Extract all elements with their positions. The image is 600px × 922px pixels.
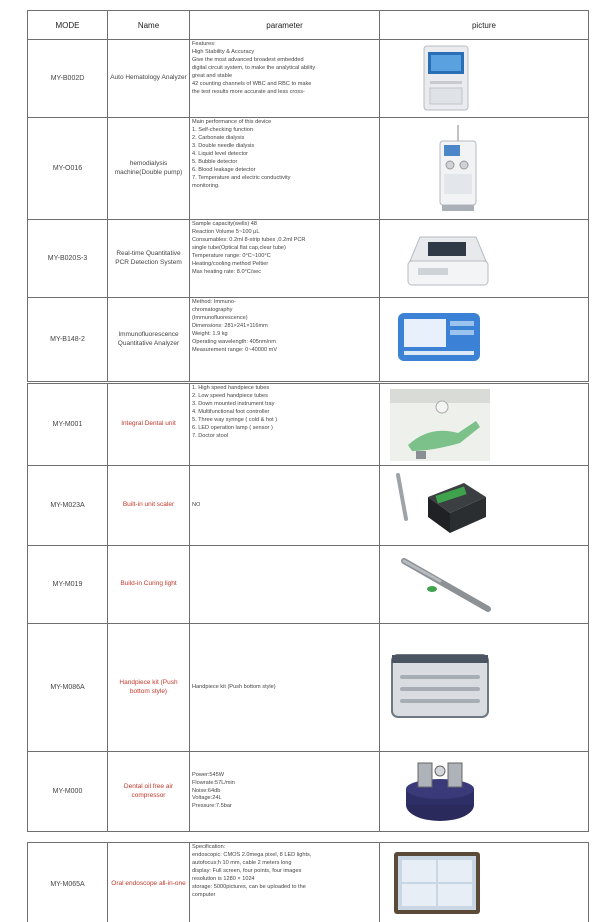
table-row	[28, 220, 589, 298]
param-line: storage: 5000pictures, can be uploaded to the	[192, 883, 306, 890]
param-line: 42 counting channels of WBC and RBC to make	[192, 80, 312, 87]
parameter-cell	[190, 298, 380, 382]
param-line: 7. Doctor stool	[192, 432, 229, 439]
param-line: great and stable	[192, 72, 233, 79]
param-line: Noise:64db	[192, 787, 221, 794]
air-compressor-image	[380, 753, 589, 831]
dental-equipment-table	[27, 383, 589, 832]
param-line: 1. Self-checking function	[192, 126, 253, 133]
name-cell: Dental oil free air compressor	[108, 752, 190, 832]
name-cell: Built-in unit scaler	[108, 466, 190, 546]
picture-cell	[380, 384, 589, 466]
curing-light-image	[380, 547, 589, 623]
param-line: chromatography	[192, 306, 233, 313]
param-line: Give the most advanced broadest embedded	[192, 56, 304, 63]
model-cell: MY-B002D	[28, 40, 108, 118]
header-row	[28, 11, 589, 40]
picture-cell	[380, 118, 589, 220]
name-cell: Immunofluorescence Quantitative Analyzer	[108, 298, 190, 382]
parameter-cell	[190, 118, 380, 220]
hematology-analyzer-image	[380, 41, 589, 117]
parameter-cell	[190, 624, 380, 752]
param-line: resolution is 1280 × 1024	[192, 875, 255, 882]
header-name: Name	[108, 11, 190, 40]
param-line: 1. High speed handpiece tubes	[192, 385, 270, 391]
parameter-cell	[190, 752, 380, 832]
endoscope-table	[27, 842, 589, 922]
param-line: Features:	[192, 41, 216, 47]
table-row	[28, 466, 589, 546]
param-line: Flowrate:57L/min	[192, 779, 235, 786]
name-cell: Oral endoscope all-in-one	[108, 843, 190, 922]
table-row	[28, 624, 589, 752]
hemodialysis-machine-image	[380, 119, 589, 219]
model-cell: MY-M001	[28, 384, 108, 466]
picture-cell	[380, 298, 589, 382]
name-cell: Real-time Quantitative PCR Detection System	[108, 220, 190, 298]
param-line: Main performance of this device	[192, 119, 272, 125]
param-line: High Stability & Accuracy	[192, 48, 255, 55]
picture-cell	[380, 624, 589, 752]
model-cell: MY-M019	[28, 546, 108, 624]
param-line: 6. Blood leakage detector	[192, 166, 256, 173]
picture-cell	[380, 220, 589, 298]
param-line: endoscopic: CMOS 2.0mega pixel, 8 LED lights,	[192, 851, 312, 858]
param-line: display: Full screen, four points, four images	[192, 867, 302, 874]
picture-cell	[380, 843, 589, 922]
parameter-cell	[190, 384, 380, 466]
param-line: Dimensions: 281×241×116mm	[192, 322, 268, 329]
table-row	[28, 752, 589, 832]
param-line: monitoring.	[192, 182, 220, 189]
pcr-system-image	[380, 221, 589, 297]
param-line: computer	[192, 891, 216, 898]
param-line: single tube(Optical flat cap,clear tube)	[192, 244, 286, 251]
param-line: the test results more accurate and less cross-	[192, 88, 305, 95]
model-cell: MY-B148-2	[28, 298, 108, 382]
param-line: Reaction Volume 5~100 μL	[192, 228, 260, 235]
name-cell: Auto Hematology Analyzer	[108, 40, 190, 118]
param-line: 6. LED operation lamp ( sensor )	[192, 424, 273, 431]
header-picture: picture	[380, 11, 589, 40]
table-row	[28, 546, 589, 624]
param-line: digital circuit system, to make the analytical ability	[192, 64, 316, 71]
name-cell: hemodialysis machine(Double pump)	[108, 118, 190, 220]
parameter-cell	[190, 466, 380, 546]
model-cell: MY-M023A	[28, 466, 108, 546]
picture-cell	[380, 546, 589, 624]
unit-scaler-image	[380, 467, 589, 545]
name-cell: Integral Dental unit	[108, 384, 190, 466]
param-line: 7. Temperature and electric conductivity	[192, 174, 291, 181]
handpiece-kit-image	[380, 625, 589, 751]
param-line: 4. Multifunctional foot controller	[192, 408, 270, 415]
picture-cell	[380, 752, 589, 832]
param-line: Specification:	[192, 844, 226, 850]
param-line: Consumables: 0.2ml 8-strip tubes ,0.2ml PCR	[192, 236, 306, 243]
parameter-cell	[190, 546, 380, 624]
parameter-cell	[190, 220, 380, 298]
param-line: 2. Carbonate dialysis	[192, 134, 245, 141]
param-line: (Immunofluorescence)	[192, 314, 248, 321]
param-line: 3. Down mounted instrument tray	[192, 400, 275, 407]
model-cell: MY-B020S-3	[28, 220, 108, 298]
param-line: 4. Liquid level detector	[192, 150, 248, 157]
param-line: 2. Low speed handpiece tubes	[192, 392, 268, 399]
param-line: NO	[192, 501, 201, 508]
header-parameter: parameter	[190, 11, 380, 40]
model-cell: MY-O016	[28, 118, 108, 220]
model-cell: MY-M000	[28, 752, 108, 832]
model-cell: MY-M086A	[28, 624, 108, 752]
name-cell: Handpiece kit (Push bottom style)	[108, 624, 190, 752]
param-line: 5. Three way syringe ( cold & hot )	[192, 416, 278, 423]
parameter-cell	[190, 40, 380, 118]
parameter-cell	[190, 843, 380, 922]
param-line: Sample capacity(wells) 48	[192, 221, 257, 227]
immunofluorescence-analyzer-image	[380, 299, 589, 381]
param-line: 3. Double needle dialysis	[192, 142, 255, 149]
lab-equipment-table	[27, 10, 589, 382]
param-line: Pressure:7.5bar	[192, 803, 232, 810]
param-line: Handpiece kit (Push bottom style)	[192, 683, 276, 690]
param-line: Temperature range: 0°C~100°C	[192, 252, 271, 259]
oral-endoscope-image	[380, 844, 589, 922]
param-line: autofocus;h 10 mm, cable 2 meters long	[192, 859, 292, 866]
model-cell: MY-M065A	[28, 843, 108, 922]
param-line: Power:545W	[192, 771, 225, 778]
picture-cell	[380, 40, 589, 118]
dental-unit-image	[380, 385, 589, 465]
header-model: MODE	[28, 11, 108, 40]
param-line: Measurement range: 0~40000 mV	[192, 346, 278, 353]
param-line: Weight: 1.9 kg	[192, 330, 228, 337]
picture-cell	[380, 466, 589, 546]
table-row	[28, 843, 589, 922]
name-cell: Build-in Curing light	[108, 546, 190, 624]
param-line: Method: Immuno-	[192, 299, 236, 305]
param-line: 5. Bubble detector	[192, 158, 238, 165]
param-line: Max heating rate: 8.0°C/sec	[192, 268, 262, 275]
param-line: Voltage:24L	[192, 795, 222, 802]
table-row	[28, 118, 589, 220]
table-row	[28, 384, 589, 466]
table-row	[28, 40, 589, 118]
param-line: Heating/cooling method Peltier	[192, 260, 269, 267]
param-line: Operating wavelength: 405nm/nm	[192, 338, 276, 345]
table-row	[28, 298, 589, 382]
